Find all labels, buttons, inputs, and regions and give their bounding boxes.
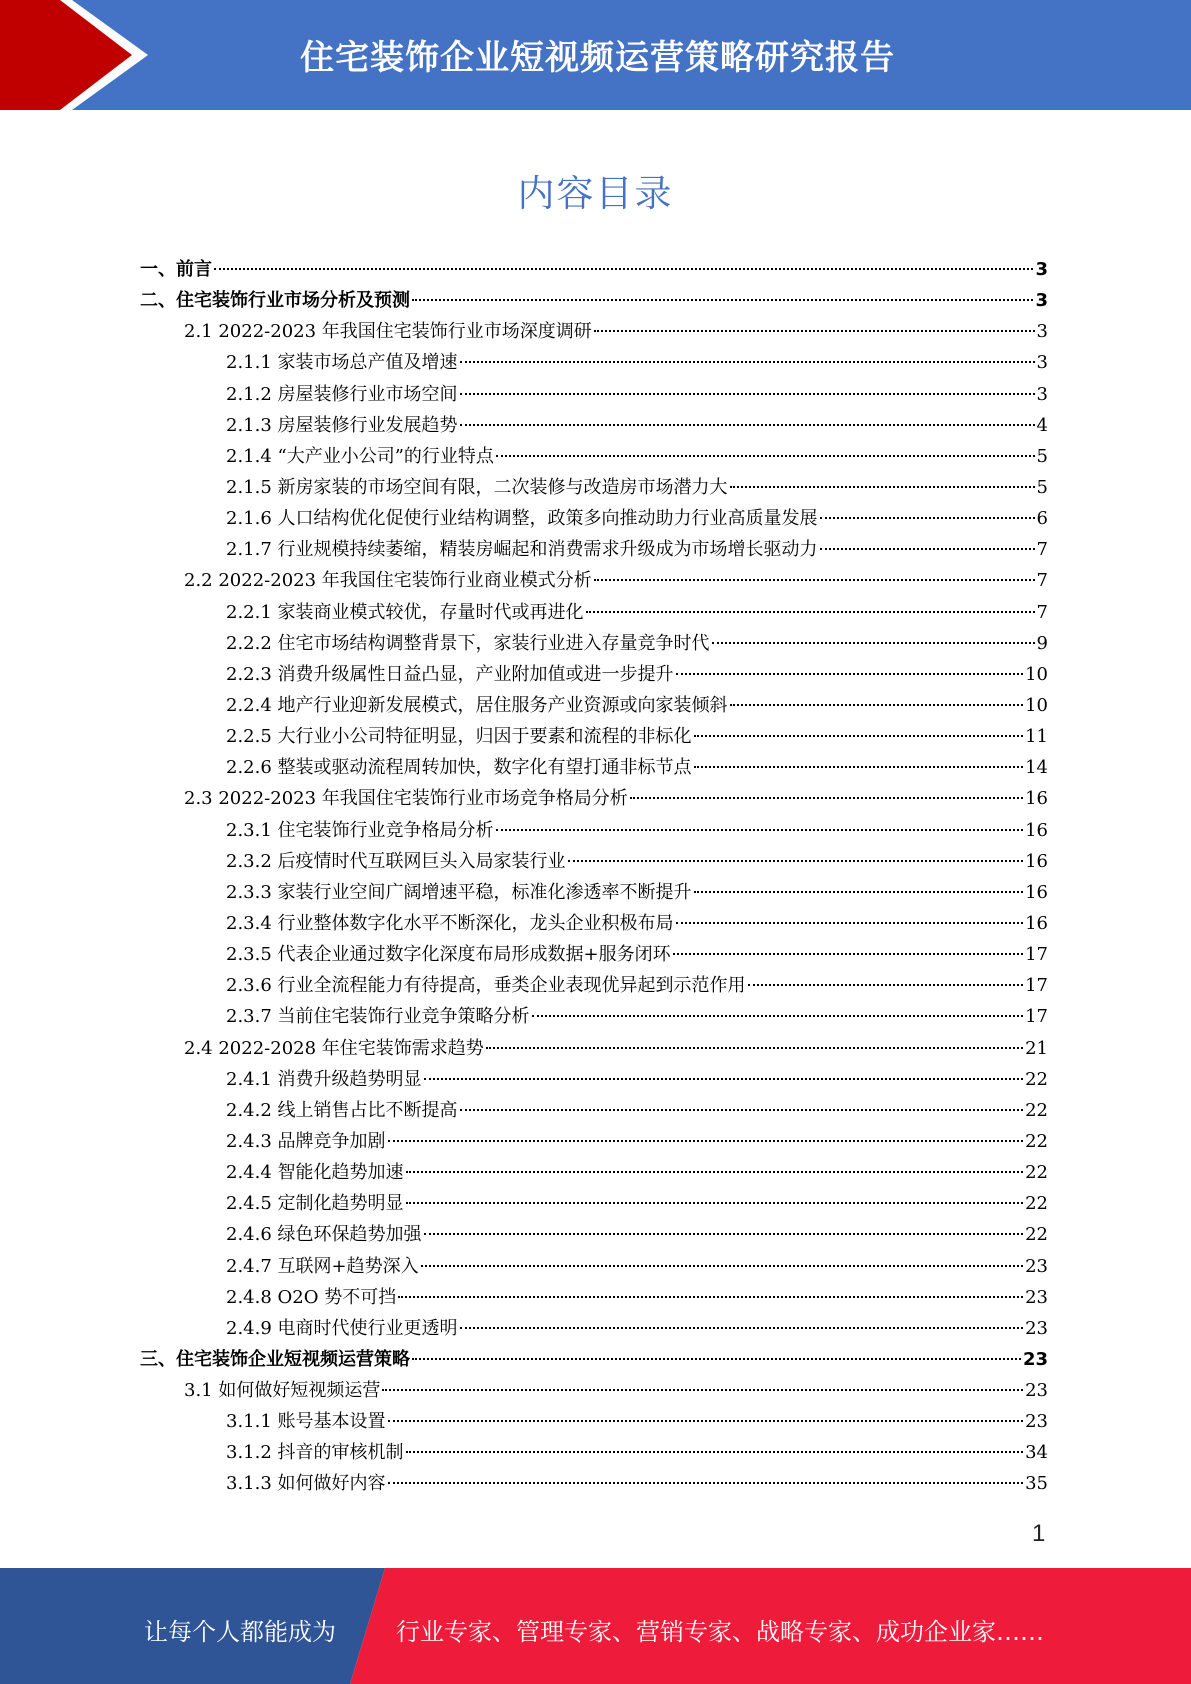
toc-dot-leader — [712, 642, 1035, 644]
toc-entry-label: 2.2.4 地产行业迎新发展模式，居住服务产业资源或向家装倾斜 — [226, 694, 728, 716]
toc-entry-page: 23 — [1022, 1348, 1048, 1370]
table-of-contents — [140, 254, 1048, 1500]
toc-entry-page: 3 — [1036, 352, 1048, 374]
toc-entry[interactable] — [140, 783, 1048, 814]
toc-entry[interactable] — [140, 721, 1048, 752]
page-number: 1 — [1032, 1520, 1046, 1547]
toc-entry[interactable] — [140, 472, 1048, 503]
toc-entry-page: 4 — [1036, 414, 1048, 436]
toc-entry-page: 22 — [1025, 1099, 1048, 1121]
toc-dot-leader — [388, 1482, 1024, 1484]
toc-entry[interactable] — [140, 1033, 1048, 1064]
toc-entry-page: 5 — [1036, 476, 1048, 498]
toc-heading: 内容目录 — [517, 172, 674, 215]
toc-dot-leader — [673, 953, 1023, 955]
toc-entry-page: 3 — [1036, 383, 1048, 405]
toc-entry-label: 三、住宅装饰企业短视频运营策略 — [140, 1348, 410, 1370]
toc-entry[interactable] — [140, 690, 1048, 721]
toc-entry-label: 一、前言 — [140, 259, 212, 280]
toc-dot-leader — [460, 1327, 1024, 1329]
toc-entry[interactable] — [140, 1219, 1048, 1250]
header-arrow-icon — [0, 0, 160, 110]
toc-entry-label: 2.3.3 家装行业空间广阔增速平稳，标准化渗透率不断提升 — [226, 881, 692, 903]
toc-entry[interactable] — [140, 1251, 1048, 1282]
toc-entry[interactable] — [140, 752, 1048, 783]
toc-entry[interactable] — [140, 1406, 1048, 1437]
toc-entry-label: 2.4.8 O2O 势不可挡 — [226, 1286, 397, 1308]
toc-entry-label: 2.2 2022-2023 年我国住宅装饰行业商业模式分析 — [184, 570, 592, 592]
toc-entry[interactable] — [140, 565, 1048, 596]
toc-entry-label: 2.3.1 住宅装饰行业竞争格局分析 — [226, 819, 494, 841]
toc-entry[interactable] — [140, 1188, 1048, 1219]
toc-entry-label: 2.1.5 新房家装的市场空间有限，二次装修与改造房市场潜力大 — [226, 476, 728, 498]
toc-dot-leader — [406, 1451, 1024, 1453]
toc-dot-leader — [388, 1420, 1024, 1422]
toc-entry-page: 17 — [1025, 975, 1048, 997]
toc-entry[interactable] — [140, 597, 1048, 628]
toc-entry-page: 23 — [1025, 1411, 1048, 1433]
toc-entry[interactable] — [140, 347, 1048, 378]
toc-dot-leader — [398, 1296, 1023, 1298]
toc-dot-leader — [730, 704, 1024, 706]
toc-entry-label: 2.3.6 行业全流程能力有待提高，垂类企业表现优异起到示范作用 — [226, 975, 746, 997]
toc-entry-page: 7 — [1036, 539, 1048, 561]
toc-dot-leader — [388, 1140, 1024, 1142]
toc-entry-label: 2.2.3 消费升级属性日益凸显，产业附加值或进一步提升 — [226, 663, 674, 685]
toc-entry-page: 10 — [1025, 663, 1048, 685]
toc-entry[interactable] — [140, 659, 1048, 690]
toc-entry-label: 3.1 如何做好短视频运营 — [184, 1380, 381, 1402]
toc-entry-page: 22 — [1025, 1224, 1048, 1246]
toc-entry-page: 21 — [1025, 1037, 1048, 1059]
toc-entry[interactable] — [140, 1344, 1048, 1375]
header-band — [0, 0, 1191, 110]
toc-entry-label: 2.3.5 代表企业通过数字化深度布局形成数据+服务闭环 — [226, 944, 671, 966]
toc-entry-label: 2.4.4 智能化趋势加速 — [226, 1162, 404, 1184]
toc-entry-label: 2.4.9 电商时代使行业更透明 — [226, 1317, 458, 1339]
toc-dot-leader — [748, 984, 1024, 986]
toc-entry-page: 16 — [1025, 881, 1048, 903]
toc-entry-page: 35 — [1025, 1473, 1048, 1495]
toc-entry[interactable] — [140, 379, 1048, 410]
toc-entry-page: 22 — [1025, 1162, 1048, 1184]
toc-entry[interactable] — [140, 939, 1048, 970]
footer-banner — [0, 1568, 1191, 1684]
toc-entry-page: 14 — [1025, 757, 1048, 779]
toc-dot-leader — [412, 299, 1033, 301]
toc-dot-leader — [820, 517, 1035, 519]
toc-dot-leader — [594, 330, 1035, 332]
toc-entry[interactable] — [140, 1157, 1048, 1188]
toc-entry-page: 23 — [1025, 1380, 1048, 1402]
toc-entry[interactable] — [140, 1001, 1048, 1032]
toc-entry[interactable] — [140, 441, 1048, 472]
toc-entry-label: 2.2.6 整装或驱动流程周转加快，数字化有望打通非标节点 — [226, 757, 692, 779]
toc-dot-leader — [406, 1171, 1024, 1173]
toc-entry-label: 2.1 2022-2023 年我国住宅装饰行业市场深度调研 — [184, 321, 592, 343]
toc-entry-label: 3.1.1 账号基本设置 — [226, 1411, 386, 1433]
toc-entry-page: 23 — [1025, 1286, 1048, 1308]
toc-entry-label: 2.3 2022-2023 年我国住宅装饰行业市场竞争格局分析 — [184, 788, 628, 810]
toc-dot-leader — [424, 1078, 1024, 1080]
toc-entry-label: 2.4.1 消费升级趋势明显 — [226, 1068, 422, 1090]
toc-entry-page: 3 — [1035, 290, 1048, 312]
toc-entry-label: 2.1.7 行业规模持续萎缩，精装房崛起和消费需求升级成为市场增长驱动力 — [226, 539, 818, 561]
toc-entry-label: 2.2.2 住宅市场结构调整背景下，家装行业进入存量竞争时代 — [226, 632, 710, 654]
toc-entry[interactable] — [140, 1375, 1048, 1406]
toc-entry-label: 3.1.2 抖音的审核机制 — [226, 1442, 404, 1464]
toc-dot-leader — [421, 1265, 1023, 1267]
toc-entry[interactable] — [140, 1313, 1048, 1344]
toc-dot-leader — [676, 673, 1024, 675]
toc-entry[interactable] — [140, 1126, 1048, 1157]
toc-entry[interactable] — [140, 970, 1048, 1001]
toc-entry[interactable] — [140, 1468, 1048, 1499]
toc-entry-label: 2.1.6 人口结构优化促使行业结构调整，政策多向推动助力行业高质量发展 — [226, 508, 818, 530]
toc-entry-label: 2.4.7 互联网+趋势深入 — [226, 1255, 419, 1277]
toc-entry[interactable] — [140, 316, 1048, 347]
toc-entry[interactable] — [140, 877, 1048, 908]
toc-entry-page: 23 — [1025, 1255, 1048, 1277]
toc-entry-label: 2.4.6 绿色环保趋势加强 — [226, 1224, 422, 1246]
toc-dot-leader — [460, 424, 1035, 426]
toc-dot-leader — [694, 891, 1024, 893]
toc-dot-leader — [730, 486, 1035, 488]
toc-entry-label: 2.3.2 后疫情时代互联网巨头入局家装行业 — [226, 850, 566, 872]
toc-dot-leader — [694, 766, 1024, 768]
toc-entry-label: 2.1.3 房屋装修行业发展趋势 — [226, 414, 458, 436]
toc-entry-page: 11 — [1025, 726, 1048, 748]
toc-entry-page: 17 — [1025, 944, 1048, 966]
toc-entry[interactable] — [140, 254, 1048, 285]
toc-entry[interactable] — [140, 628, 1048, 659]
toc-entry-page: 16 — [1025, 788, 1048, 810]
toc-dot-leader — [406, 1202, 1024, 1204]
toc-entry[interactable] — [140, 534, 1048, 565]
toc-entry-page: 16 — [1025, 912, 1048, 934]
toc-dot-leader — [496, 829, 1024, 831]
toc-dot-leader — [820, 548, 1035, 550]
toc-entry-label: 2.1.1 家装市场总产值及增速 — [226, 352, 458, 374]
toc-entry[interactable] — [140, 908, 1048, 939]
toc-dot-leader — [594, 579, 1035, 581]
toc-entry-page: 6 — [1036, 508, 1048, 530]
footer-slogan-lead: 让每个人都能成为 — [144, 1618, 336, 1646]
toc-dot-leader — [486, 1047, 1023, 1049]
report-title: 住宅装饰企业短视频运营策略研究报告 — [300, 38, 895, 78]
toc-entry-label: 2.2.1 家装商业模式较优，存量时代或再进化 — [226, 601, 584, 623]
toc-entry[interactable] — [140, 815, 1048, 846]
toc-entry-page: 17 — [1025, 1006, 1048, 1028]
toc-entry[interactable] — [140, 1437, 1048, 1468]
toc-entry-page: 16 — [1025, 850, 1048, 872]
toc-dot-leader — [676, 922, 1024, 924]
toc-dot-leader — [568, 860, 1024, 862]
toc-entry-label: 2.4.3 品牌竞争加剧 — [226, 1130, 386, 1152]
toc-entry-label: 2.2.5 大行业小公司特征明显，归因于要素和流程的非标化 — [226, 726, 692, 748]
toc-dot-leader — [460, 393, 1035, 395]
toc-entry[interactable] — [140, 410, 1048, 441]
footer-slogan-roles: 行业专家、管理专家、营销专家、战略专家、成功企业家…… — [396, 1618, 1044, 1646]
toc-entry[interactable] — [140, 1064, 1048, 1095]
toc-entry-label: 2.3.4 行业整体数字化水平不断深化，龙头企业积极布局 — [226, 912, 674, 934]
toc-entry-page: 34 — [1025, 1442, 1048, 1464]
toc-entry-page: 7 — [1036, 570, 1048, 592]
toc-dot-leader — [532, 1015, 1024, 1017]
toc-entry[interactable] — [140, 1095, 1048, 1126]
toc-entry-page: 9 — [1036, 632, 1048, 654]
toc-entry-label: 2.4.5 定制化趋势明显 — [226, 1193, 404, 1215]
toc-entry-page: 3 — [1035, 259, 1048, 280]
toc-dot-leader — [460, 1109, 1024, 1111]
toc-dot-leader — [382, 1389, 1023, 1391]
toc-entry-page: 22 — [1025, 1193, 1048, 1215]
toc-entry-page: 7 — [1036, 601, 1048, 623]
toc-dot-leader — [630, 797, 1023, 799]
toc-entry-label: 2.1.4 “大产业小公司”的行业特点 — [226, 445, 494, 467]
toc-entry-page: 22 — [1025, 1068, 1048, 1090]
toc-entry-page: 22 — [1025, 1130, 1048, 1152]
toc-dot-leader — [586, 611, 1035, 613]
toc-entry-label: 3.1.3 如何做好内容 — [226, 1473, 386, 1495]
toc-dot-leader — [694, 735, 1024, 737]
toc-dot-leader — [214, 268, 1033, 270]
toc-entry-label: 2.1.2 房屋装修行业市场空间 — [226, 383, 458, 405]
toc-entry-page: 5 — [1036, 445, 1048, 467]
toc-entry-label: 2.3.7 当前住宅装饰行业竞争策略分析 — [226, 1006, 530, 1028]
toc-entry[interactable] — [140, 285, 1048, 316]
toc-dot-leader — [424, 1233, 1024, 1235]
toc-entry-page: 3 — [1036, 321, 1048, 343]
toc-entry-page: 10 — [1025, 694, 1048, 716]
toc-entry[interactable] — [140, 503, 1048, 534]
toc-dot-leader — [496, 455, 1035, 457]
toc-entry[interactable] — [140, 846, 1048, 877]
toc-dot-leader — [412, 1358, 1021, 1360]
toc-entry-label: 2.4.2 线上销售占比不断提高 — [226, 1099, 458, 1121]
toc-entry-label: 2.4 2022-2028 年住宅装饰需求趋势 — [184, 1037, 484, 1059]
toc-entry[interactable] — [140, 1282, 1048, 1313]
toc-entry-label: 二、住宅装饰行业市场分析及预测 — [140, 290, 410, 312]
toc-dot-leader — [460, 361, 1035, 363]
toc-entry-page: 16 — [1025, 819, 1048, 841]
toc-entry-page: 23 — [1025, 1317, 1048, 1339]
